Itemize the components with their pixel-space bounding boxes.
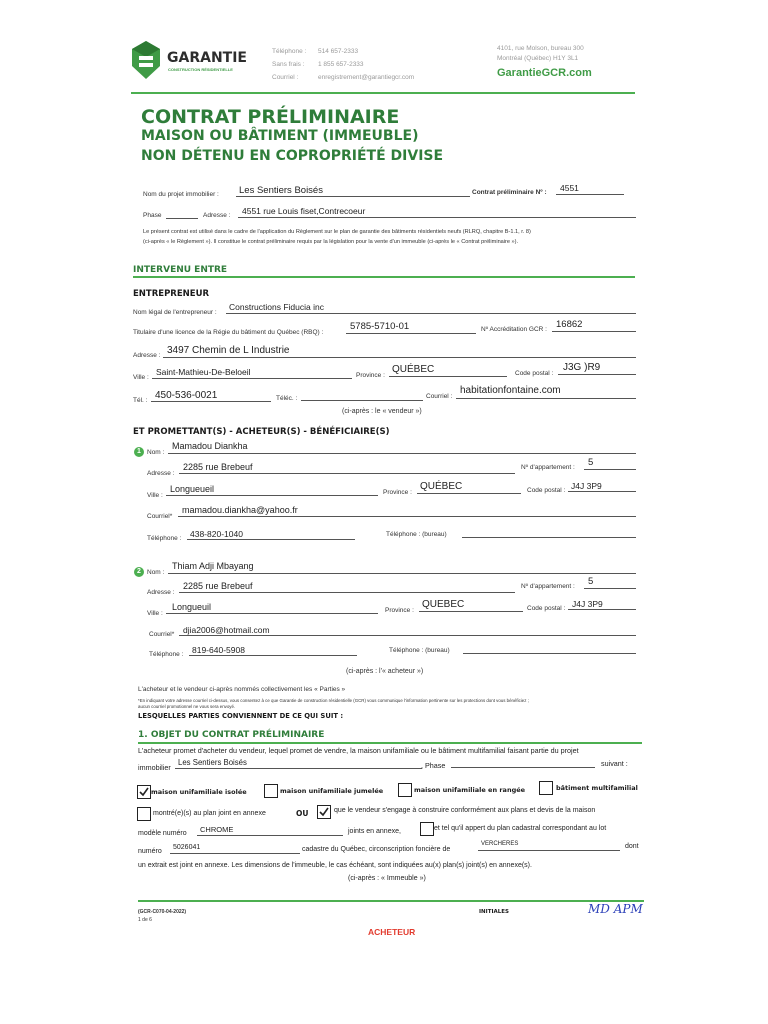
buyer-2-province-value[interactable]: QUEBEC [422,599,465,610]
gcr-value[interactable]: 16862 [556,319,583,330]
buyer-2-phone-work-label: Téléphone : (bureau) [389,647,450,654]
vendeur-note: (ci-après : le « vendeur ») [342,408,422,415]
brand-subtitle: CONSTRUCTION RÉSIDENTIELLE [168,67,233,72]
buyer-1-address-label: Adresse : [147,470,175,477]
buyer-1-apt-value[interactable]: 5 [588,457,594,468]
buyer-1-name-line [168,453,636,454]
modele-label: modèle numéro [138,830,187,837]
buyer-2-address-line [179,592,515,593]
initials-handwritten: MD APM [588,902,643,916]
entrepreneur-tel-value[interactable]: 450-536-0021 [155,390,218,401]
buyer-1-province-label: Province : [383,489,412,496]
buyer-2-email-value[interactable]: djia2006@hotmail.com [183,625,270,635]
buyer-1-phone-label: Téléphone : [147,535,182,542]
buyer-1-postal-line [568,491,636,492]
section-1-immobilier-line [175,768,422,769]
entrepreneur-email-line [456,398,636,399]
checkbox-engage[interactable] [317,805,331,819]
free-value: 1 855 657-2333 [318,61,364,68]
section-1-phase-line [451,767,595,768]
entrepreneur-email-value[interactable]: habitationfontaine.com [460,385,561,396]
contract-number-line [556,194,624,195]
website-link[interactable]: GarantieGCR.com [497,67,592,79]
numero-line [170,853,300,854]
buyer-2-email-label: Courriel* [149,631,175,638]
option-rangee-label: maison unifamiliale en rangée [414,786,526,794]
project-name-label: Nom du projet immobilier : [143,191,219,198]
brand-name: GARANTIE [167,50,247,66]
joints-label: joints en annexe, [348,828,401,835]
gcr-line [552,331,636,332]
email-value: enregistrement@garantiegcr.com [318,74,415,81]
buyer-1-number: 1 [134,447,144,457]
buyer-1-address-value[interactable]: 2285 rue Brebeuf [183,462,253,472]
buyer-1-city-label: Ville : [147,492,163,499]
acheteur-footer-label: ACHETEUR [368,927,416,937]
option-multifamilial-label: bâtiment multifamilial [556,784,638,792]
buyers-heading: ET PROMETTANT(S) - ACHETEUR(S) - BÉNÉFICIAIRE(S) [133,427,390,437]
rbq-line [346,333,476,334]
immeuble-note: (ci-après : « Immeuble ») [348,875,426,882]
buyer-1-name-label: Nom : [147,449,165,456]
buyer-1-postal-value[interactable]: J4J 3P9 [571,481,602,491]
buyer-2-province-line [419,611,523,612]
project-address-line [238,217,636,218]
checkbox-montre[interactable] [137,807,151,821]
buyer-1-province-value[interactable]: QUÉBEC [420,481,463,492]
collective-note: L'acheteur et le vendeur ci-après nommés collectivement les « Parties » [138,686,346,693]
montre-label: montré(e)(s) au plan joint en annexe [153,810,266,817]
buyer-1-email-label: Courriel* [147,513,173,520]
section-1-heading: 1. OBJET DU CONTRAT PRÉLIMINAIRE [138,730,325,740]
phase-label: Phase [143,212,162,219]
buyer-2-number: 2 [134,567,144,577]
initials-label: INITIALES [479,909,509,915]
project-name-line [236,196,470,197]
checkbox-multifamilial[interactable] [539,781,553,795]
tel-value: 514 657-2333 [318,48,359,55]
footer-page: 1 de 6 [138,917,152,923]
buyer-1-city-line [166,495,378,496]
free-label: Sans frais : [272,61,305,68]
checkmark-icon [138,786,150,798]
entrepreneur-city-label: Ville : [133,374,149,381]
section-1-immobilier-value[interactable]: Les Sentiers Boisés [178,758,247,767]
buyer-2-city-line [166,613,378,614]
checkbox-isolee[interactable] [137,785,151,799]
project-name-value[interactable]: Les Sentiers Boisés [239,185,323,196]
dont-label: dont [625,843,639,850]
tel-label: Téléphone : [272,48,307,55]
option-isolee-label: maison unifamiliale isolée [151,788,247,796]
entrepreneur-address-line [163,357,636,358]
section-1-divider [138,742,642,744]
buyer-1-name-value[interactable]: Mamadou Diankha [172,441,248,451]
entrepreneur-heading: ENTREPRENEUR [133,289,210,299]
entrepreneur-tel-label: Tél. : [133,397,148,404]
checkbox-cadastre[interactable] [420,822,434,836]
buyer-1-email-line [178,516,636,517]
entrepreneur-email-label: Courriel : [426,393,453,400]
modele-line [197,835,343,836]
buyer-1-apt-line [584,469,636,470]
footer-divider [138,900,644,902]
section-1-suivant: suivant : [601,759,628,768]
acheteur-note: (ci-après : l'« acheteur ») [346,668,424,675]
section-1-phase-label: , Phase [421,761,446,770]
buyer-1-phone-work-label: Téléphone : (bureau) [386,531,447,538]
title-line-2: MAISON OU BÂTIMENT (IMMEUBLE) [141,128,419,144]
section-1-text-1: L'acheteur promet d'acheter du vendeur, lequel promet de vendre, la maison unifamiliale ou le bâtiment multifamilial faisant partie du projet [138,746,579,755]
legal-name-line [226,313,636,314]
email-label: Courriel : [272,74,299,81]
entrepreneur-province-line [389,376,507,377]
checkbox-jumelee[interactable] [264,784,278,798]
buyer-2-name-line [168,573,636,574]
buyer-1-phone-work-line [462,537,636,538]
entrepreneur-province-label: Province : [356,372,385,379]
contract-number-value[interactable]: 4551 [560,183,579,193]
address-line-1: 4101, rue Molson, bureau 300 [497,45,584,52]
legal-name-label: Nom légal de l'entrepreneur : [133,309,217,316]
buyer-2-postal-line [568,609,636,610]
entrepreneur-city-value[interactable]: Saint-Mathieu-De-Beloeil [156,367,251,377]
address-line-2: Montréal (Québec) H1Y 3L1 [497,55,579,62]
buyer-1-apt-label: Nº d'appartement : [521,464,575,471]
checkbox-rangee[interactable] [398,783,412,797]
gcr-label: Nº Accréditation GCR : [481,326,547,333]
buyer-1-address-line [179,473,515,474]
intro-text-2: (ci-après « le Règlement »). Il constitue le contrat préliminaire requis par la législation pour la vente d'un immeuble (ci-après le « Contrat préliminaire »). [143,239,519,245]
option-jumelee-label: maison unifamiliale jumelée [280,787,384,795]
buyer-2-city-value[interactable]: Longueuil [172,602,212,612]
project-address-label: Adresse : [203,212,231,219]
asterisk-note-1: *En indiquant votre adresse courriel ci-dessus, vous consentez à ce que Garantie de construction résidentielle (GCR) vous communique l'information pertinente sur les protections dont vous bénéficiez ; [138,698,529,703]
buyer-2-city-label: Ville : [147,610,163,617]
entrepreneur-postal-line [558,374,636,375]
title-line-1: CONTRAT PRÉLIMINAIRE [141,106,400,128]
entrepreneur-fax-label: Téléc. : [276,395,298,402]
buyer-2-apt-label: Nº d'appartement : [521,583,575,590]
title-line-3: NON DÉTENU EN COPROPRIÉTÉ DIVISE [141,148,444,164]
engage-label: que le vendeur s'engage à construire conformément aux plans et devis de la maison [334,807,596,814]
entrepreneur-fax-line [301,400,423,401]
header-divider [131,92,635,94]
buyer-2-address-value[interactable]: 2285 rue Brebeuf [183,581,253,591]
phase-line [166,218,198,219]
rbq-label: Titulaire d'une licence de la Régie du bâtiment du Québec (RBQ) : [133,329,324,336]
buyer-2-province-label: Province : [385,607,414,614]
agree-heading: LESQUELLES PARTIES CONVIENNENT DE CE QUI SUIT : [138,712,344,720]
intervenu-heading: INTERVENU ENTRE [133,265,228,275]
legal-name-value[interactable]: Constructions Fiducia inc [229,302,324,312]
ou-label: OU [296,809,309,818]
section-1-immobilier-label: immobilier [138,763,171,772]
buyer-1-phone-line [187,539,355,540]
checkmark-icon [318,806,330,818]
intervenu-divider [133,276,635,278]
asterisk-note-2: aucun courriel promotionnel ne vous sera envoyé. [138,704,236,709]
project-address-value[interactable]: 4551 rue Louis fiset,Contrecoeur [242,206,366,216]
entrepreneur-postal-label: Code postal : [515,370,554,377]
buyer-2-postal-label: Code postal : [527,605,566,612]
modele-value[interactable]: CHROME [200,825,234,834]
buyer-2-phone-label: Téléphone : [149,651,184,658]
buyer-1-city-value[interactable]: Longueueil [170,484,215,494]
intro-text-1: Le présent contrat est utilisé dans le cadre de l'application du Règlement sur le plan de garantie des bâtiments résidentiels neufs (RLRQ, chapitre B-1.1, r. 8) [143,229,531,235]
cadastre-line [478,850,620,851]
entrepreneur-postal-value[interactable]: J3G )R9 [563,362,601,373]
buyer-2-postal-value[interactable]: J4J 3P9 [572,599,603,609]
entrepreneur-tel-line [151,401,271,402]
cadastre-text: et tel qu'il appert du plan cadastral correspondant au lot [434,825,607,832]
extrait-text: un extrait est joint en annexe. Les dimensions de l'immeuble, le cas échéant, sont indiquées au(x) plan(s) joint(s) en annexe(s). [138,862,532,869]
buyer-2-name-value[interactable]: Thiam Adji Mbayang [172,561,254,571]
numero-label: numéro [138,848,162,855]
garantie-logo [131,40,261,84]
buyer-2-email-line [179,635,636,636]
buyer-2-phone-value[interactable]: 819-640-5908 [192,645,245,655]
buyer-1-phone-value[interactable]: 438-820-1040 [190,529,243,539]
rbq-value[interactable]: 5785-5710-01 [350,321,410,332]
buyer-2-apt-line [584,588,636,589]
contract-number-label: Contrat préliminaire Nº : [472,189,547,196]
entrepreneur-province-value[interactable]: QUÉBEC [392,364,435,375]
buyer-1-province-line [417,493,521,494]
buyer-1-postal-label: Code postal : [527,487,566,494]
entrepreneur-city-line [152,378,352,379]
buyer-2-phone-work-line [463,653,636,654]
numero-value[interactable]: 5026041 [173,844,201,851]
buyer-2-phone-line [189,655,357,656]
entrepreneur-address-label: Adresse : [133,352,161,359]
shield-icon [131,40,161,80]
buyer-1-email-value[interactable]: mamadou.diankha@yahoo.fr [182,505,298,515]
buyer-2-address-label: Adresse : [147,589,175,596]
entrepreneur-address-value[interactable]: 3497 Chemin de L Industrie [167,345,290,356]
cadastre-value[interactable]: VERCHERES [481,841,519,847]
cadastre-label: cadastre du Québec, circonscription foncière de [302,846,451,853]
buyer-2-apt-value[interactable]: 5 [588,576,594,587]
footer-code: (GCR-C070-04-2022) [138,909,187,915]
buyer-2-name-label: Nom : [147,569,165,576]
